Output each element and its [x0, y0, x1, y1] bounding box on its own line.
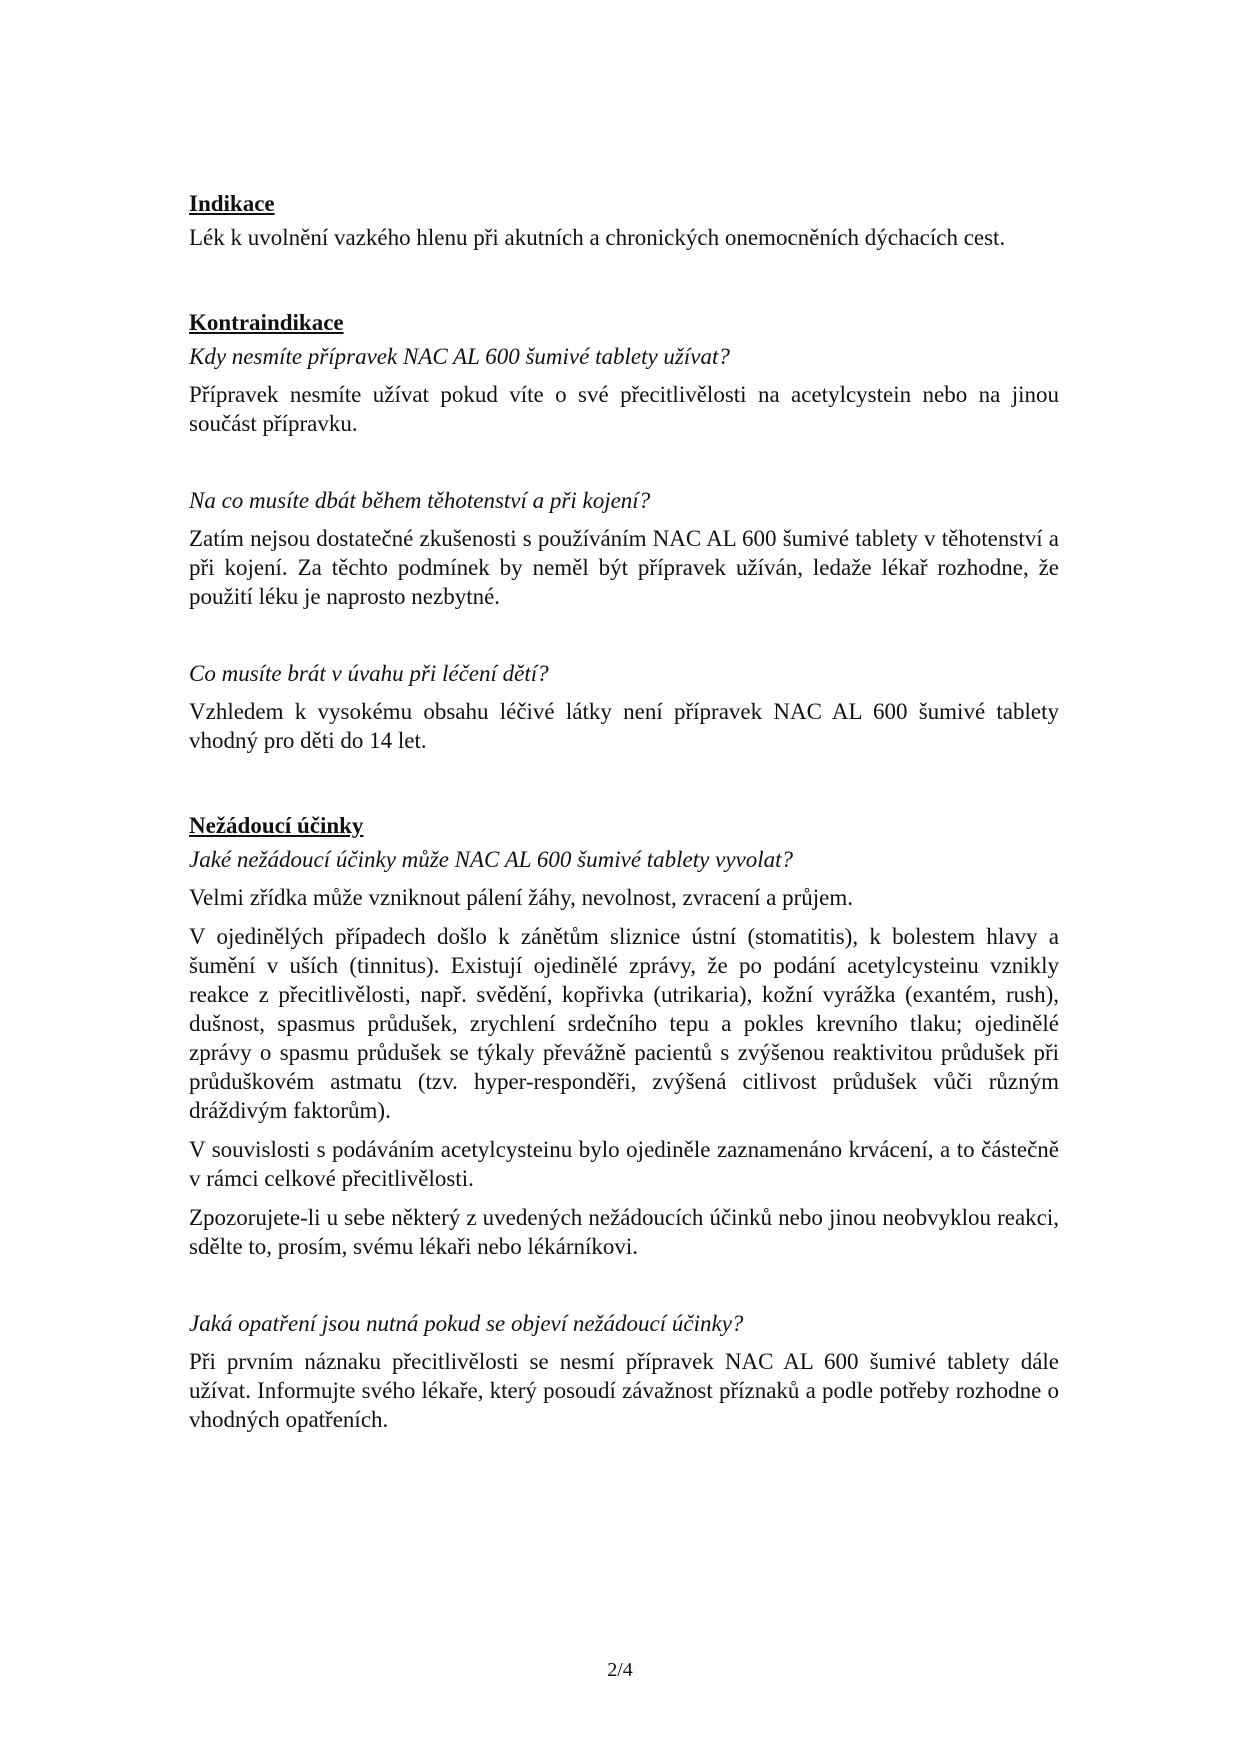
section-heading-kontraindikace: Kontraindikace — [189, 310, 344, 335]
question-tehotenstvi: Na co musíte dbát během těhotenství a při kojení? — [189, 488, 651, 513]
question-kdy-nesmite: Kdy nesmíte přípravek NAC AL 600 šumivé tablety užívat? — [189, 344, 730, 369]
question-deti: Co musíte brát v úvahu při léčení dětí? — [189, 661, 549, 686]
answer-tehotenstvi: Zatím nejsou dostatečné zkušenosti s používáním NAC AL 600 šumivé tablety v těhotenství a při kojení. Za těchto podmínek by neměl být přípravek užíván, ledaže lékař rozhodne, že použití léku je naprosto nezbytné. — [189, 526, 1059, 609]
question-opatreni: Jaká opatření jsou nutná pokud se objeví nežádoucí účinky? — [189, 1311, 744, 1336]
answer-deti: Vzhledem k vysokému obsahu léčivé látky není přípravek NAC AL 600 šumivé tablety vhodný pro děti do 14 let. — [189, 699, 1059, 753]
document-page — [189, 189, 1059, 1444]
paragraph-krvaceni: V souvislosti s podáváním acetylcysteinu bylo ojediněle zaznamenáno krvácení, a to částečně v rámci celkové přecitlivělosti. — [189, 1137, 1059, 1191]
section-heading-nezadouci-ucinky: Nežádoucí účinky — [189, 813, 364, 838]
section-heading-indikace: Indikace — [189, 191, 275, 216]
paragraph-velmi-zridka: Velmi zřídka může vzniknout pálení žáhy, nevolnost, zvracení a průjem. — [189, 885, 854, 910]
indikace-text: Lék k uvolnění vazkého hlenu při akutních a chronických onemocněních dýchacích cest. — [189, 225, 1006, 250]
answer-kdy-nesmite: Přípravek nesmíte užívat pokud víte o své přecitlivělosti na acetylcystein nebo na jinou součást přípravku. — [189, 382, 1059, 436]
paragraph-ojedinele-pripady: V ojedinělých případech došlo k zánětům sliznice ústní (stomatitis), k bolestem hlavy a šumění v uších (tinnitus). Existují ojedinělé zprávy, že po podání acetylcysteinu vznikly reakce z přecitlivělosti, např. svědění, kopřivka (utrikaria), kožní vyrážka (exantém, rush), dušnost, spasmus průdušek, zrychlení srdečního tepu a pokles krevního tlaku; ojedinělé zprávy o spasmu průdušek se týkaly převážně pacientů s zvýšenou reaktivitou průdušek při průduškovém astmatu (tzv. hyper-responděři, zvýšená citlivost průdušek vůči různým dráždivým faktorům). — [189, 924, 1059, 1123]
question-jake-ucinky: Jaké nežádoucí účinky může NAC AL 600 šumivé tablety vyvolat? — [189, 847, 794, 872]
paragraph-zpozorujete-li: Zpozorujete-li u sebe některý z uvedených nežádoucích účinků nebo jinou neobvyklou reakci, sdělte to, prosím, svému lékaři nebo lékárníkovi. — [189, 1205, 1059, 1259]
page-number: 2/4 — [607, 1659, 633, 1681]
answer-opatreni: Při prvním náznaku přecitlivělosti se nesmí přípravek NAC AL 600 šumivé tablety dále užívat. Informujte svého lékaře, který posoudí závažnost příznaků a podle potřeby rozhodne o vhodných opatřeních. — [189, 1349, 1059, 1432]
